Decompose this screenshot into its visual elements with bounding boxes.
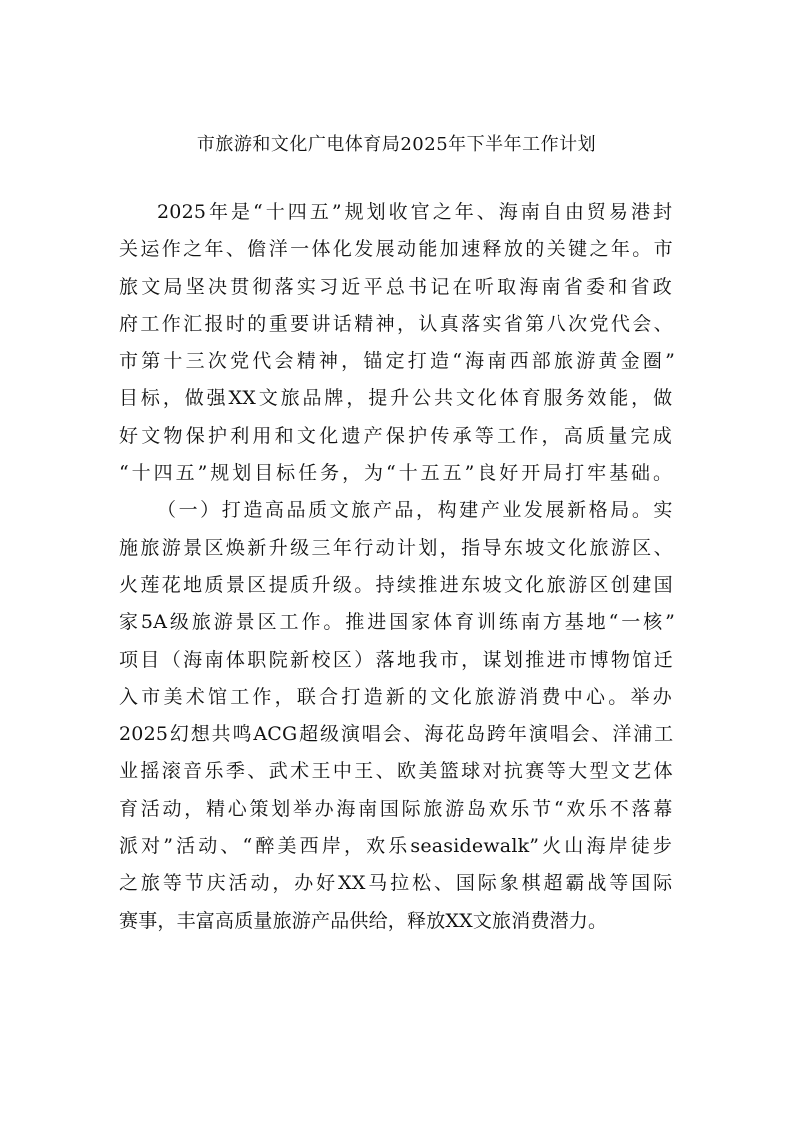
text-line: 施旅游景区焕新升级三年行动计划，指导东坡文化旅游区、 — [119, 536, 675, 559]
text-line: 市第十三次党代会精神，锚定打造“海南西部旅游黄金圈” — [119, 350, 675, 373]
text-line: 2025幻想共鸣ACG超级演唱会、海花岛跨年演唱会、洋浦工 — [119, 723, 675, 746]
text-line: 入市美术馆工作，联合打造新的文化旅游消费中心。举办 — [119, 685, 675, 708]
text-line: 业摇滚音乐季、武术王中王、欧美篮球对抗赛等大型文艺体 — [119, 760, 675, 783]
text-line: （一）打造高品质文旅产品，构建产业发展新格局。实 — [157, 499, 675, 522]
text-line: 关运作之年、儋洋一体化发展动能加速释放的关键之年。市 — [119, 238, 675, 261]
text-line: 之旅等节庆活动，办好XX马拉松、国际象棋超霸战等国际 — [119, 872, 675, 895]
text-line: 火莲花地质景区提质升级。持续推进东坡文化旅游区创建国 — [119, 573, 675, 596]
paragraph-section-1 — [119, 492, 675, 940]
text-line: 赛事，丰富高质量旅游产品供给，释放XX文旅消费潜力。 — [119, 909, 608, 932]
text-line: 2025年是“十四五”规划收官之年、海南自由贸易港封 — [157, 201, 675, 223]
text-line: 目标，做强XX文旅品牌，提升公共文化体育服务效能，做 — [119, 387, 675, 410]
document-body — [119, 194, 675, 940]
text-line: 育活动，精心策划举办海南国际旅游岛欢乐节“欢乐不落幕 — [119, 797, 675, 820]
document-title: 市旅游和文化广电体育局2025年下半年工作计划 — [196, 134, 597, 155]
text-line: 旅文局坚决贯彻落实习近平总书记在听取海南省委和省政 — [119, 275, 675, 298]
text-line: 府工作汇报时的重要讲话精神，认真落实省第八次党代会、 — [119, 312, 675, 335]
text-line: 项目（海南体职院新校区）落地我市，谋划推进市博物馆迁 — [119, 648, 675, 671]
text-line: “十四五”规划目标任务，为“十五五”良好开局打牢基础。 — [119, 462, 675, 485]
text-line: 派对”活动、“醉美西岸，欢乐seasidewalk”火山海岸徒步 — [119, 835, 675, 858]
text-line: 家5A级旅游景区工作。推进国家体育训练南方基地“一核” — [119, 611, 675, 634]
text-line: 好文物保护利用和文化遗产保护传承等工作，高质量完成 — [119, 424, 675, 447]
paragraph-intro — [119, 194, 675, 492]
